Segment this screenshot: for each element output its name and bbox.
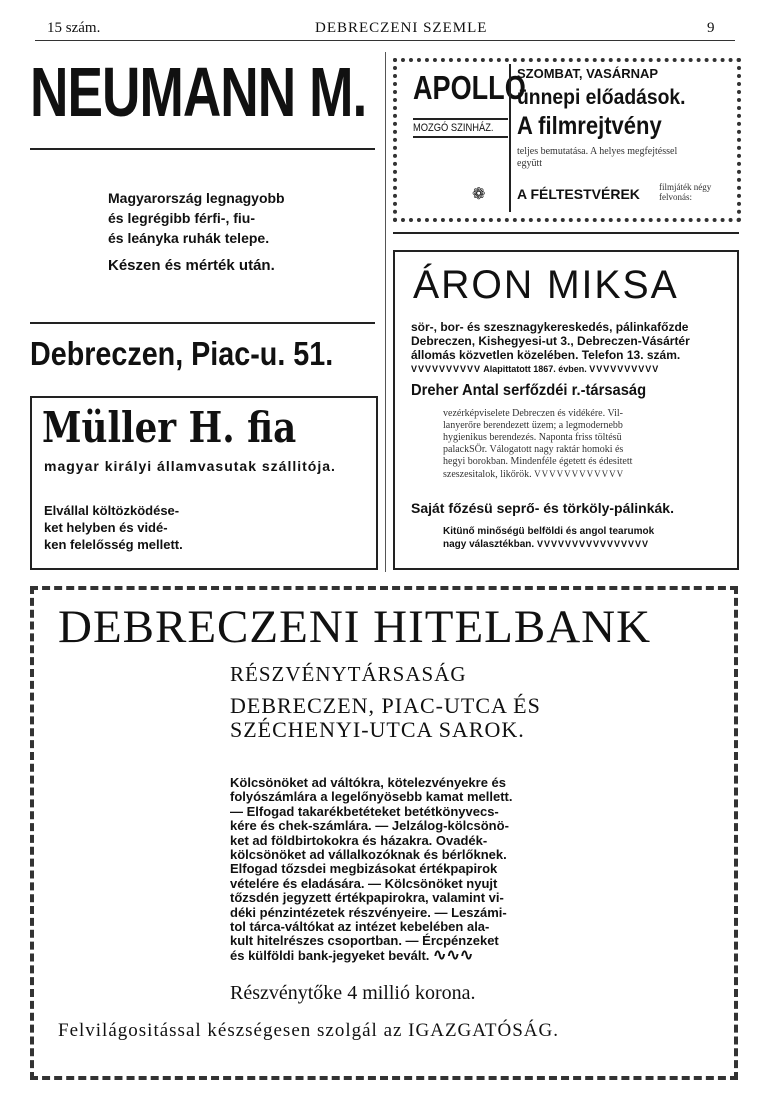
hitelbank-b7: Elfogad tőzsdei megbizásokat értékpapirok [230, 861, 498, 877]
neumann-name: NEUMANN M. [30, 52, 367, 131]
hitelbank-b4: kére és chek-számlára. — Jelzálog-kölcsönö- [230, 818, 509, 834]
aron-line-3: állomás közvetlen közelében. Telefon 13. szám. [411, 348, 681, 362]
hitelbank-b8: vételére és eladására. — Kölcsönöket nyujt [230, 875, 498, 891]
aron-vv-t: VVVVVVVVVVVVVVVV [536, 539, 649, 549]
hitelbank-b5: ket ad földbirtokokra és házakra. Ovadék- [230, 832, 488, 848]
aron-name: ÁRON MIKSA [413, 263, 679, 307]
aron-p-3: hygienikus berendezés. Naponta friss töltésü [443, 432, 622, 443]
page-number: 9 [707, 20, 715, 36]
issue-number: 15 szám. [47, 20, 101, 36]
aron-p-5: hegyi borokban. Mindenféle égetett és édesitett [443, 456, 633, 467]
apollo-film: A filmrejtvény [517, 112, 662, 140]
neumann-ad [30, 52, 380, 382]
apollo-note-1: teljes bemutatása. A helyes megfejtéssel [517, 146, 678, 157]
hitelbank-b1: Kölcsönöket ad váltókra, kötelezvényekre és [230, 775, 507, 790]
aron-p-1: vezérképviselete Debreczen és vidékére. Vil- [443, 408, 623, 419]
aron-vv-right: VVVVVVVVVV [589, 364, 660, 374]
aron-ad [393, 250, 739, 570]
aron-p-2: lanyerőre berendezett üzem; a legmodernebb [443, 420, 623, 431]
aron-dreher: Dreher Antal serfőzdéi r.-társaság [411, 382, 647, 399]
hitelbank-b10: déki pénzintézetek részvényeire. — Leszámi- [230, 904, 507, 920]
hitelbank-capital: Részvénytőke 4 millió korona. [230, 982, 476, 1004]
aron-vv-left: VVVVVVVVVV [411, 364, 482, 374]
neumann-tagline: Készen és mérték után. [108, 257, 275, 274]
muller-ad [30, 396, 378, 570]
page-header [35, 18, 735, 41]
aron-p-6: szeszesitalok, likőrök. [443, 469, 532, 480]
hitelbank-b2: folyószámlára a legelőnyösebb kamat mellett. [230, 789, 513, 805]
hitelbank-ad [30, 586, 738, 1080]
hitelbank-addr-2: SZÉCHENYI-UTCA SAROK. [230, 717, 525, 742]
hitelbank-b13: és külföldi bank-jegyeket bevált. [230, 947, 430, 963]
column-divider [385, 52, 386, 572]
muller-line-2: ket helyben és vidé- [44, 520, 168, 535]
apollo-side-note-1: filmjáték négy [659, 182, 712, 192]
apollo-ornament-icon: ❁ [472, 186, 486, 203]
apollo-name: APOLLO [413, 69, 526, 106]
apollo-note-2: együtt [517, 158, 542, 169]
divider [30, 148, 375, 150]
aron-line-1: sör-, bor- és szesznagykereskedés, pálinkafőzde [411, 320, 689, 334]
muller-subtitle: magyar királyi államvasutak szállitója. [44, 458, 336, 474]
aron-own: Saját főzésü seprő- és törköly-pálinkák. [411, 500, 674, 516]
apollo-subtitle: MOZGÓ SZINHÁZ. [413, 122, 494, 134]
apollo-side-note-2: felvonás: [659, 192, 692, 202]
divider [393, 232, 739, 234]
aron-t-2: nagy választékban. [443, 539, 535, 550]
apollo-days: SZOMBAT, VASÁRNAP [517, 66, 659, 81]
neumann-desc-1: Magyarország legnagyobb [108, 190, 285, 206]
muller-name: Müller H. fia [42, 403, 297, 452]
divider [30, 322, 375, 324]
hitelbank-b12: kult hitelrészes csoportban. — Ércpénzeket [230, 933, 499, 949]
hitelbank-b3: — Elfogad takarékbetéteket betétkönyvecs- [230, 803, 499, 819]
hitelbank-b9: tőzsdén jegyzett értékpapirokra, valamint vi- [230, 890, 504, 906]
neumann-desc-2: és legrégibb férfi-, fiu- [108, 210, 256, 226]
hitelbank-name: DEBRECZENI HITELBANK [58, 601, 652, 653]
neumann-address: Debreczen, Piac-u. 51. [30, 335, 334, 372]
neumann-desc-3: és leányka ruhák telepe. [108, 230, 270, 246]
apollo-festive: ünnepi előadások. [517, 86, 686, 109]
apollo-ad [393, 58, 741, 222]
hitelbank-type: RÉSZVÉNYTÁRSASÁG [230, 662, 467, 686]
apollo-title-2: A FÉLTESTVÉREK [517, 186, 640, 202]
muller-line-3: ken felelősség mellett. [44, 537, 183, 552]
hitelbank-b6: kölcsönöket ad vállalkozóknak és bérlőknek. [230, 847, 507, 863]
muller-line-1: Elvállal költözködése- [44, 503, 180, 518]
hitelbank-b11: tol tárca-váltókat az intézet kebelében ala- [230, 919, 490, 935]
hitelbank-addr-1: DEBRECZEN, PIAC-UTCA ÉS [230, 693, 541, 718]
apollo-divider [509, 64, 511, 212]
aron-line-2: Debreczen, Kishegyesi-ut 3., Debreczen-Vásártér [411, 334, 690, 348]
aron-p-4: palackSÖr. Válogatott nagy raktár homoki és [443, 444, 624, 455]
aron-t-1: Kitünő minőségü belföldi és angol tearumok [443, 526, 655, 537]
wave-ornament-icon: ∿∿∿ [433, 946, 474, 964]
journal-title: DEBRECZENI SZEMLE [315, 20, 488, 36]
aron-vv-p: VVVVVVVVVVVV [534, 469, 625, 479]
hitelbank-footer: Felvilágositással készségesen szolgál az IGAZGATÓSÁG. [58, 1020, 559, 1041]
aron-founded: Alapittatott 1867. évben. [483, 364, 587, 374]
